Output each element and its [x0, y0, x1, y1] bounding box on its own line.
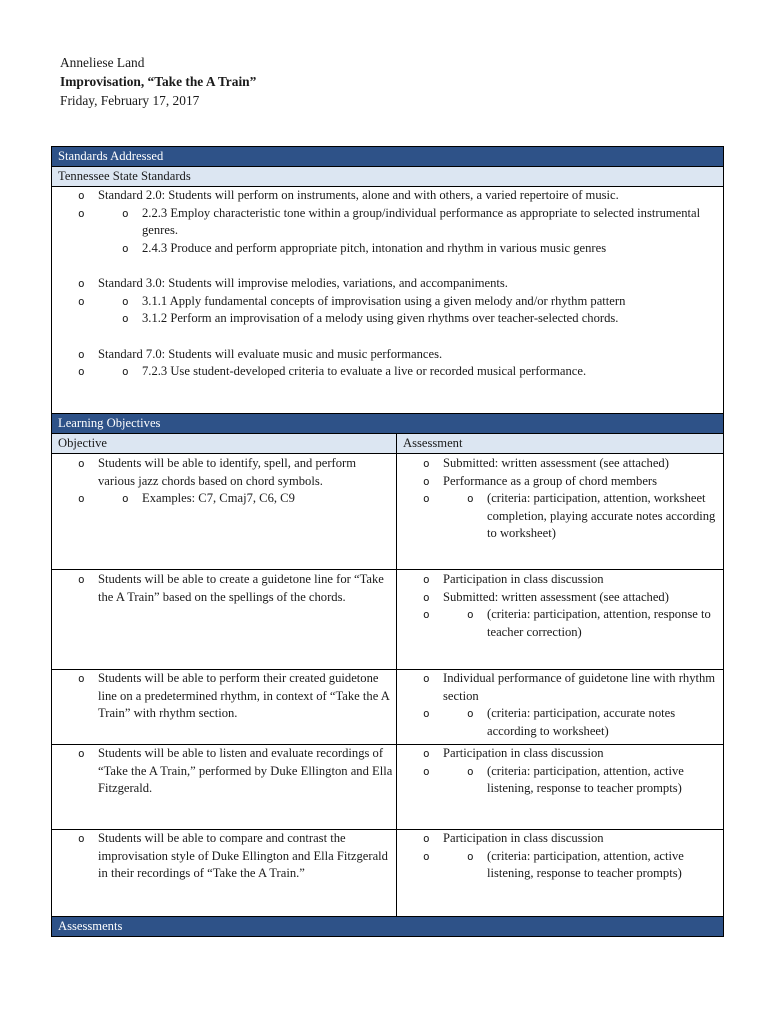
standard-subitem: o o 3.1.1 Apply fundamental concepts of improvisation using a given melody and/or rhythm pattern	[142, 293, 723, 311]
lesson-date: Friday, February 17, 2017	[60, 92, 200, 108]
standard-sub-wrapper	[98, 293, 723, 328]
objective-item: o Students will be able to identify, spell, and perform various jazz chords based on chord symbols.	[98, 455, 396, 490]
standard-subitem: o 2.4.3 Produce and perform appropriate pitch, intonation and rhythm in various music genres	[142, 240, 723, 258]
objective-cell	[52, 570, 397, 670]
objective-list	[58, 745, 396, 798]
assessment-subitems	[487, 848, 723, 883]
assessment-subitems	[487, 490, 723, 543]
assessment-item: o Participation in class discussion	[443, 571, 723, 589]
standard-group	[58, 346, 723, 364]
standards-list	[52, 187, 724, 414]
standard-item: o Standard 2.0: Students will perform on instruments, alone and with others, a varied repertoire of music.	[98, 187, 723, 205]
standard-sub-wrapper	[98, 363, 723, 381]
assessment-subitem: o o (criteria: participation, accurate notes according to worksheet)	[487, 705, 723, 740]
author-name: Anneliese Land	[60, 55, 145, 70]
standard-item: o Standard 7.0: Students will evaluate music and music performances.	[98, 346, 723, 364]
standards-subheading: Tennessee State Standards	[52, 167, 724, 187]
objective-list	[58, 571, 396, 606]
objective-item: o Students will be able to listen and evaluate recordings of “Take the A Train,” performed by Duke Ellington and Ella Fitzgerald.	[98, 745, 396, 798]
objective-row	[52, 830, 724, 917]
assessments-heading: Assessments	[52, 917, 724, 937]
standard-item: o Standard 3.0: Students will improvise melodies, variations, and accompaniments.	[98, 275, 723, 293]
objective-cell	[52, 454, 397, 570]
standard-sub-list	[58, 205, 723, 258]
objective-item: o Students will be able to compare and contrast the improvisation style of Duke Ellington and Ella Fitzgerald in their recordings of “Take the A Train.”	[98, 830, 396, 883]
objective-row	[52, 570, 724, 670]
standards-subheading-row	[52, 167, 724, 187]
assessment-item: o Submitted: written assessment (see attached)	[443, 589, 723, 607]
assessment-cell	[397, 454, 724, 570]
assessment-sub-list	[403, 490, 723, 543]
assessment-cell	[397, 745, 724, 830]
assessment-list	[403, 455, 723, 490]
assessment-sub-wrapper	[443, 848, 723, 883]
assessment-item: o Submitted: written assessment (see attached)	[443, 455, 723, 473]
standard-sub-list	[58, 293, 723, 328]
objective-sub-wrapper	[98, 490, 396, 508]
standard-sub-list	[58, 363, 723, 381]
assessments-heading-row	[52, 917, 724, 937]
standard-subitem: o o 7.2.3 Use student-developed criteria to evaluate a live or recorded musical performance.	[142, 363, 723, 381]
assessment-sub-wrapper	[443, 490, 723, 543]
assessment-subitems	[487, 606, 723, 641]
assessment-subitems	[487, 763, 723, 798]
spacer	[58, 328, 723, 346]
assessment-subitem: o o (criteria: participation, attention, active listening, response to teacher prompts)	[487, 763, 723, 798]
objective-list	[58, 455, 396, 490]
objectives-heading-row	[52, 414, 724, 434]
objective-sub-list	[58, 490, 396, 508]
standards-heading-row	[52, 147, 724, 167]
spacer	[58, 257, 723, 275]
assessment-column-header: Assessment	[397, 434, 724, 454]
objectives-heading: Learning Objectives	[52, 414, 724, 434]
objective-item: o Students will be able to perform their created guidetone line on a predetermined rhythm, in context of “Take the A Train” with rhythm section.	[98, 670, 396, 723]
objective-item: o Students will be able to create a guidetone line for “Take the A Train” based on the spellings of the chords.	[98, 571, 396, 606]
standard-subitems	[142, 205, 723, 258]
objective-column-header: Objective	[52, 434, 397, 454]
assessment-subitems	[487, 705, 723, 740]
assessment-subitem: o o (criteria: participation, attention, response to teacher correction)	[487, 606, 723, 641]
objectives-column-headers	[52, 434, 724, 454]
assessment-sub-wrapper	[443, 705, 723, 740]
lesson-title: Improvisation, “Take the A Train”	[60, 73, 257, 89]
assessment-item: o Individual performance of guidetone line with rhythm section	[443, 670, 723, 705]
standards-list-row	[52, 187, 724, 414]
assessment-item: o Participation in class discussion	[443, 830, 723, 848]
assessment-sub-list	[403, 606, 723, 641]
standard-sub-wrapper	[98, 205, 723, 258]
objective-subitem: o o Examples: C7, Cmaj7, C6, C9	[142, 490, 396, 508]
assessment-subitem: o o (criteria: participation, attention, active listening, response to teacher prompts)	[487, 848, 723, 883]
objective-list	[58, 830, 396, 883]
objective-subitems	[142, 490, 396, 508]
assessment-list	[403, 571, 723, 606]
objective-cell	[52, 670, 397, 745]
standard-subitems	[142, 363, 723, 381]
objective-row	[52, 670, 724, 745]
objective-cell	[52, 830, 397, 917]
objective-list	[58, 670, 396, 723]
assessment-sub-list	[403, 848, 723, 883]
assessment-sub-list	[403, 763, 723, 798]
document-header	[60, 54, 256, 110]
standard-subitem: o 3.1.2 Perform an improvisation of a melody using given rhythms over teacher-selected chords.	[142, 310, 723, 328]
standard-subitems	[142, 293, 723, 328]
assessment-cell	[397, 670, 724, 745]
assessment-sub-list	[403, 705, 723, 740]
assessment-list	[403, 670, 723, 705]
assessment-list	[403, 830, 723, 848]
standard-subitem: o o 2.2.3 Employ characteristic tone within a group/individual performance as appropriate to selected instrumental genres.	[142, 205, 723, 240]
assessment-cell	[397, 570, 724, 670]
assessment-subitem: o o (criteria: participation, attention, worksheet completion, playing accurate notes according to worksheet)	[487, 490, 723, 543]
objective-row	[52, 454, 724, 570]
assessment-sub-wrapper	[443, 606, 723, 641]
objective-cell	[52, 745, 397, 830]
assessment-item: o Performance as a group of chord members	[443, 473, 723, 491]
assessment-item: o Participation in class discussion	[443, 745, 723, 763]
assessment-cell	[397, 830, 724, 917]
standards-heading: Standards Addressed	[52, 147, 724, 167]
assessment-list	[403, 745, 723, 763]
standard-group	[58, 187, 723, 205]
objective-row	[52, 745, 724, 830]
assessment-sub-wrapper	[443, 763, 723, 798]
standard-group	[58, 275, 723, 293]
lesson-plan-table	[51, 146, 724, 937]
